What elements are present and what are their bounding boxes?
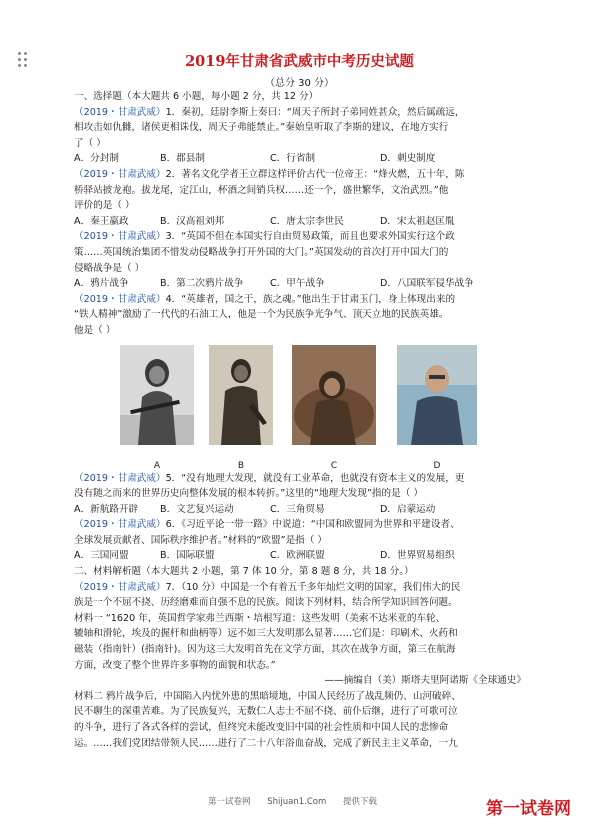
question-text: 5．“没有地理大发现，就没有工业革命，也就没有资本主义的发展，更 bbox=[165, 472, 465, 484]
choice-a: A．三国同盟 bbox=[74, 550, 129, 562]
choice-c: C．甲午战争 bbox=[270, 278, 325, 290]
question-line bbox=[74, 580, 526, 596]
choice-b: B．文艺复兴运动 bbox=[160, 503, 234, 515]
choice-a: A．分封制 bbox=[74, 153, 119, 165]
choice-a: A．秦王嬴政 bbox=[74, 215, 129, 227]
document-title: 2019年甘肃省武威市中考历史试题 bbox=[185, 53, 414, 70]
choice-row bbox=[74, 548, 526, 564]
question-source: （2019・甘肃武威） bbox=[74, 106, 166, 118]
material-line: 辘轴和滑轮，埃及的握杆和曲柄等）远不如三大发明那么显著……它们是：印刷术、火药和 bbox=[74, 628, 458, 640]
footer-site-url[interactable]: Shijuan1.Com bbox=[267, 797, 327, 807]
question-line: 评价的是（ ） bbox=[74, 200, 135, 212]
page-footer bbox=[208, 795, 391, 807]
photo-label-c: C bbox=[330, 460, 338, 471]
choice-a: A．新航路开辟 bbox=[74, 503, 139, 515]
choice-a: A．鸦片战争 bbox=[74, 278, 129, 290]
question-source: （2019・甘肃武威） bbox=[74, 519, 166, 531]
question-text: 4．“英雄者，国之干，族之魂。”他出生于甘肃玉门，身上体现出来的 bbox=[165, 293, 456, 305]
photo-d-elder bbox=[397, 345, 477, 445]
question-source: （2019・甘肃武威） bbox=[74, 472, 166, 484]
document-subtitle: （总分 30 分） bbox=[264, 78, 335, 89]
choice-b: B．第二次鸦片战争 bbox=[160, 278, 244, 290]
question-line bbox=[74, 292, 526, 308]
choice-row bbox=[74, 502, 526, 518]
material-line: 运。……我们党团结带领人民……进行了二十八年浴血奋战，完成了新民主主义革命，一九 bbox=[74, 737, 458, 749]
choice-b: B．郡县制 bbox=[160, 153, 205, 165]
question-line bbox=[74, 471, 526, 487]
citation: ——摘编自（美）斯塔夫里阿诺斯《全球通史》 bbox=[324, 675, 526, 687]
question-line bbox=[74, 105, 526, 121]
choice-b: B．汉高祖刘邦 bbox=[160, 215, 225, 227]
photo-label-d: D bbox=[433, 460, 441, 471]
choice-c: C．唐太宗李世民 bbox=[270, 215, 344, 227]
choice-row bbox=[74, 214, 526, 230]
question-line bbox=[74, 167, 526, 183]
question-line: 相攻击如仇雠，诸侯更相诛伐，周天子弗能禁止。”秦始皇听取了李斯的建议，在地方实行 bbox=[74, 122, 449, 134]
question-text: 7．（10 分）中国是一个有着五千多年灿烂文明的国家，我们伟大的民 bbox=[165, 581, 461, 593]
section-heading: 二、材料解析题（本大题共 2 小题，第 7 体 10 分，第 8 题 8 分，共 18 分。） bbox=[74, 566, 414, 578]
material-line: 的斗争，进行了各式各样的尝试，但终究未能改变旧中国的社会性质和中国人民的悲惨命 bbox=[74, 722, 449, 733]
question-line: 侵略战争是（ ） bbox=[74, 262, 145, 274]
photo-b-worker bbox=[209, 345, 273, 445]
material-line: 方面，改变了整个世界许多事物的面貌和状态。” bbox=[74, 659, 276, 671]
footer-download-text: 提供下载 bbox=[342, 797, 377, 807]
question-line: 桥驿站披龙袍。拔龙尾，定江山，杯酒之间销兵权……还一个，盛世繁华，文治武烈。”他 bbox=[74, 184, 449, 196]
document-body bbox=[74, 89, 526, 751]
material-line: 民不聊生的深重苦难。为了民族复兴，无数仁人志士不屈不挠、前仆后继，进行了可歌可泣 bbox=[74, 706, 458, 718]
choice-c: C．欧洲联盟 bbox=[270, 550, 325, 562]
question-line: 他是（ ） bbox=[74, 324, 116, 336]
footer-site-name: 第一试卷网 bbox=[208, 797, 251, 807]
question-text: 1．秦初，廷尉李斯上奏曰：“周天子所封子弟同姓甚众，然后属疏远， bbox=[165, 106, 465, 118]
choice-d: D．宋太祖赵匡胤 bbox=[380, 215, 455, 227]
material-line: 磁装（指南针）(指南针)。因为这三大发明首先在文学方面，其次在战争方面，第三在航海 bbox=[74, 644, 456, 656]
choice-c: C．行省制 bbox=[270, 153, 316, 165]
choice-b: B．国际联盟 bbox=[160, 550, 215, 562]
material-line: 材料二 鸦片战争后，中国陷入内忧外患的黑暗境地，中国人民经历了战乱频仍、山河破碎、 bbox=[74, 690, 461, 702]
question-text: 6．《习近平论一带一路》中说道：“中国和欧盟同为世界和平建设者、 bbox=[165, 519, 460, 531]
question-source: （2019・甘肃武威） bbox=[74, 293, 166, 305]
question-line: 了（ ） bbox=[74, 137, 106, 149]
question-text: 2．著名文化学者王立群这样评价古代一位帝王：“烽火燃，五十年，陈 bbox=[165, 168, 465, 180]
choice-d: D．刺史制度 bbox=[380, 153, 436, 165]
question-line bbox=[74, 229, 526, 245]
brand-logo: 第一试卷网 bbox=[486, 799, 571, 819]
choice-row bbox=[74, 276, 526, 292]
question-source: （2019・甘肃武威） bbox=[74, 168, 166, 180]
question-line: 没有随之而来的世界历史向整体发展的根本转折。”这里的“地理大发现”指的是（ ） bbox=[74, 488, 423, 500]
question-text: 3．“英国不但在本国实行自由贸易政策，而且也要求外国实行这个政 bbox=[165, 231, 455, 243]
material-line: 材料一 “1620 年，英国哲学家弗兰西斯・培根写道：这些发明（美索不达米亚的车轮、 bbox=[74, 612, 446, 624]
choice-c: C．三角贸易 bbox=[270, 503, 325, 515]
section-heading: 一、选择题（本大题共 6 小题，每小题 2 分，共 12 分） bbox=[74, 91, 319, 102]
question-line: 族是一个不屈不挠、历经磨难而自强不息的民族。阅读下列材料，结合所学知识回答问题。 bbox=[74, 597, 458, 609]
photo-label-b: B bbox=[237, 460, 245, 471]
question-line: 策……英国统治集团不惜发动侵略战争打开外国的大门。”英国发动的首次打开中国大门的 bbox=[74, 246, 449, 258]
photo-options bbox=[74, 339, 526, 471]
question-line bbox=[74, 517, 526, 533]
choice-row bbox=[74, 151, 526, 167]
question-line: 全球发展贡献者、国际秩序维护者。”材料的“欧盟”是指（ ） bbox=[74, 534, 328, 546]
question-line: “铁人精神”激励了一代代的石油工人，他是一个为民族争光争气、顶天立地的民族英雄。 bbox=[74, 309, 449, 321]
question-source: （2019・甘肃武威） bbox=[74, 231, 166, 243]
photo-label-a: A bbox=[153, 460, 161, 471]
choice-d: D．启蒙运动 bbox=[380, 503, 436, 515]
choice-d: D．世界贸易组织 bbox=[380, 550, 455, 562]
question-source: （2019・甘肃武威） bbox=[74, 581, 166, 593]
choice-d: D．八国联军侵华战争 bbox=[380, 278, 474, 290]
photo-a-soldier bbox=[120, 345, 194, 445]
photo-c-oilfield bbox=[292, 345, 376, 445]
